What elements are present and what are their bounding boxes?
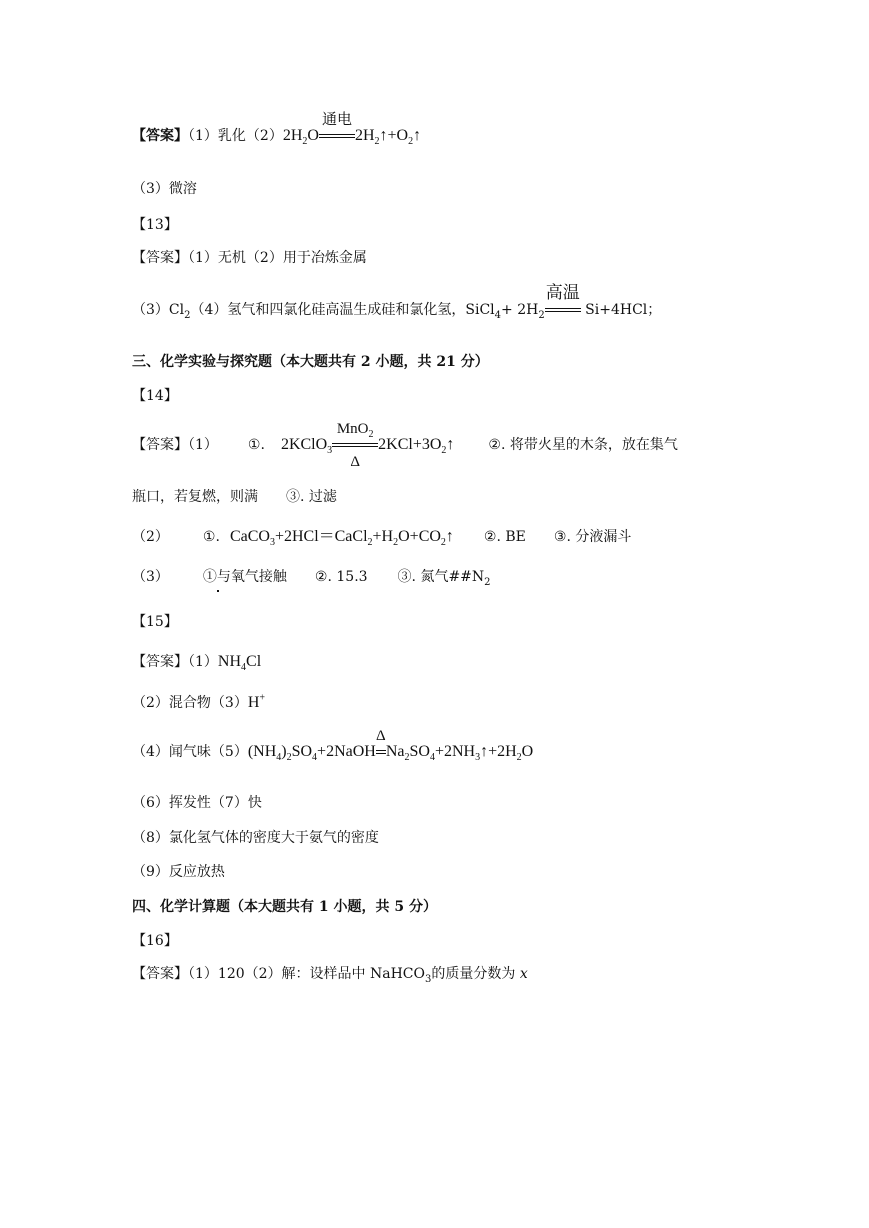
- reaction-condition: 高温: [545, 303, 581, 317]
- answer-text: （1）乳化（2）: [188, 128, 283, 144]
- q15-part6: （6）挥发性（7）快: [132, 795, 262, 811]
- q16-answer: 【答案】（1）120（2）解：设样品中 NaHCO$_3$的质量分数为 x: [132, 966, 528, 985]
- q15-part8: （8）氯化氢气体的密度大于氨气的密度: [132, 830, 379, 846]
- emphasis-dot: [217, 590, 219, 592]
- q14-part3: （3） ①与氧气接触 ②. 15.3 ③. 氮气$\#\#N_2$: [132, 569, 491, 588]
- q13-part3: $(3)Cl_2(4)$氢气和四氯化硅高温生成硅和氯化氢，SiCl$_4$+ $2H_2$ 高温 Si+4HCl；: [132, 283, 662, 321]
- q12-answer-line: [132, 111, 422, 148]
- section-4-title: 四、化学计算题（本大题共有 1 小题，共 5 分）: [132, 899, 437, 915]
- q14-part2: （2） ①. $CaCO_3+2HCl=CaCl_2+H_2O+CO_2↑$ ②. BE ③. 分液漏斗: [132, 528, 632, 549]
- q14-answer-line: 【答案】（1） ①. 2KClO$_3$ MnO$_2$ Δ $2KCl+3O_2↑$ ②. 将带火星的木条，放在集气: [132, 420, 678, 470]
- q15-part4: （4）闻气味$(5)(NH_4)_2SO_4+2NaOH$ Δ $Na_2SO_4+2NH_3↑+2H_2O$: [132, 727, 534, 764]
- answer-lead: 【答案】: [132, 128, 188, 144]
- reaction-condition: MnO$_2$ Δ: [332, 437, 378, 453]
- chem-equation: $2H_2O$ 通电 $2H_2↑+O_2↑$: [282, 111, 422, 148]
- q15-part9: （9）反应放热: [132, 864, 225, 880]
- q13-answer: 【答案】（1）无机（2）用于冶炼金属: [132, 250, 367, 266]
- q15-part2: （2）混合物（3）H+: [132, 692, 266, 711]
- q13-label: 【13】: [132, 217, 178, 233]
- section-3-title: 三、化学实验与探究题（本大题共有 2 小题，共 21 分）: [132, 354, 489, 370]
- reaction-condition: Δ: [376, 744, 386, 760]
- q14-label: 【14】: [132, 388, 178, 404]
- q12-part3: （3）微溶: [132, 181, 197, 197]
- q15-label: 【15】: [132, 614, 178, 630]
- q16-label: 【16】: [132, 933, 178, 949]
- q14-answer-cont: 瓶口，若复燃，则满 ③. 过滤: [132, 489, 337, 505]
- q15-answer: 【答案】$(1)NH_4Cl$: [132, 653, 262, 674]
- reaction-condition: 通电: [319, 128, 355, 144]
